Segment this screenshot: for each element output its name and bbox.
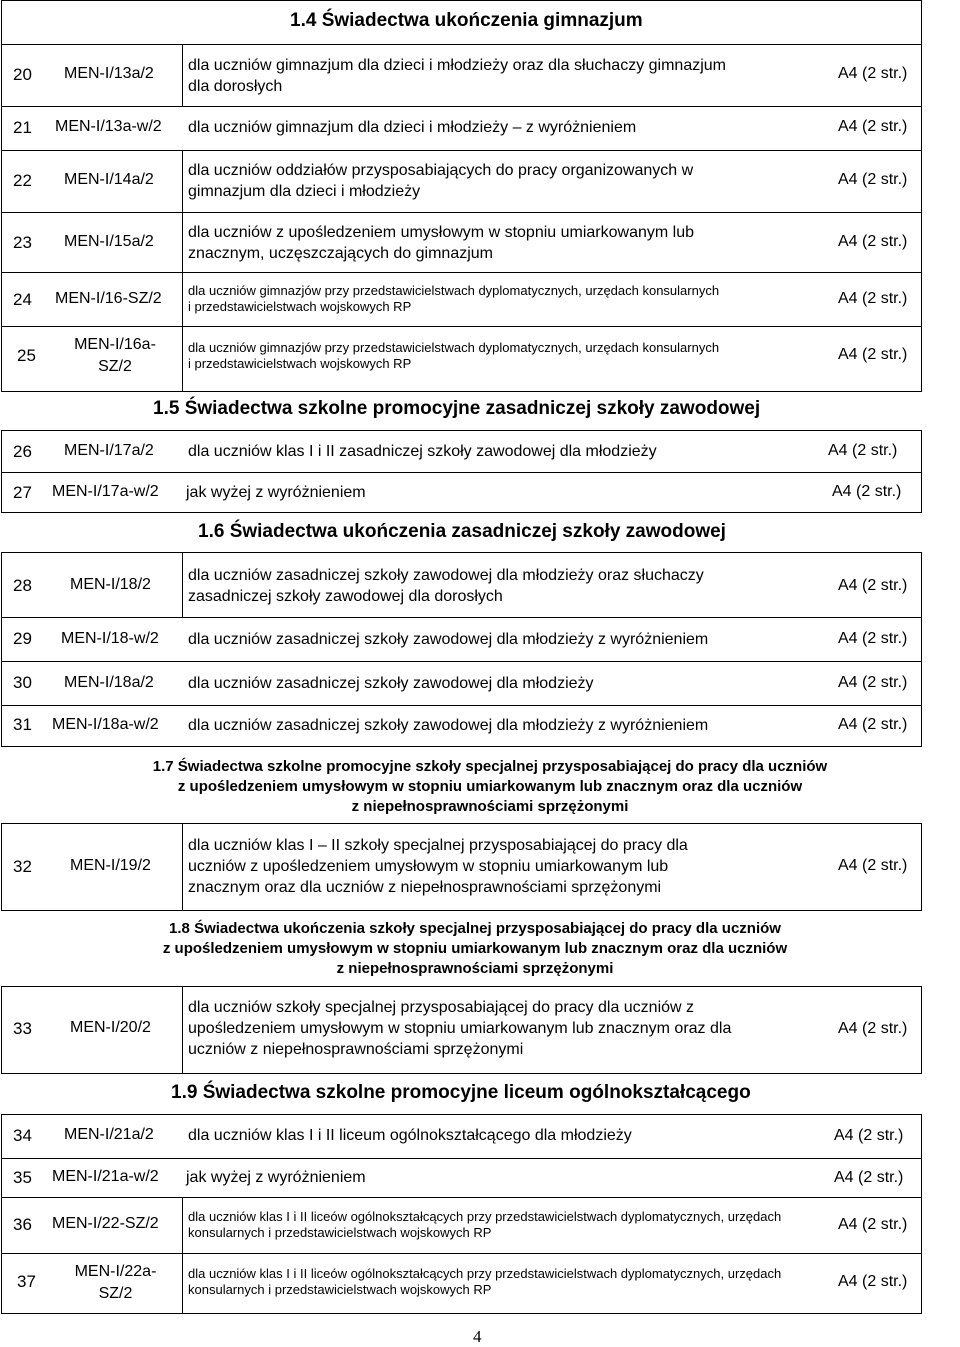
form-code: [68, 1261, 163, 1305]
section-heading-1-4: 1.4 Świadectwa ukończenia gimnazjum: [290, 10, 643, 31]
row-number: 28: [13, 576, 32, 595]
row-number: 20: [13, 65, 32, 84]
desc-line: dla uczniów gimnazjów przy przedstawicielstwach dyplomatycznych, urzędach konsularnych: [188, 340, 720, 355]
format-label: A4 (2 str.): [838, 233, 908, 250]
format-label: A4 (2 str.): [832, 483, 902, 500]
format-label: A4 (2 str.): [834, 1169, 904, 1186]
form-code: MEN-I/15a/2: [64, 233, 154, 250]
form-description: [188, 340, 719, 372]
form-description: jak wyżej z wyróżnieniem: [186, 484, 366, 501]
format-label: A4 (2 str.): [834, 1127, 904, 1144]
format-label: A4 (2 str.): [838, 1020, 908, 1037]
desc-line: znacznym, uczęszczających do gimnazjum: [188, 245, 494, 262]
desc-line: znacznym oraz dla uczniów z niepełnosprawnościami sprzężonymi: [188, 879, 662, 896]
page-number: 4: [473, 1327, 482, 1346]
desc-line: dla uczniów oddziałów przysposabiających do pracy organizowanych w: [188, 162, 694, 179]
form-code: MEN-I/16-SZ/2: [55, 290, 162, 307]
section-heading-1-5: 1.5 Świadectwa szkolne promocyjne zasadniczej szkoły zawodowej: [153, 398, 761, 419]
heading-line: z niepełnosprawnościami sprzężonymi: [351, 798, 629, 815]
desc-line: dla dorosłych: [188, 78, 283, 95]
format-label: A4 (2 str.): [838, 118, 908, 135]
row-number: 33: [13, 1019, 32, 1038]
form-code: MEN-I/13a-w/2: [55, 118, 162, 135]
desc-line: dla uczniów zasadniczej szkoły zawodowej dla młodzieży oraz słuchaczy: [188, 567, 704, 584]
section-heading-1-8: [45, 919, 905, 979]
heading-line: 1.8 Świadectwa ukończenia szkoły specjalnej przysposabiającej do pracy dla uczniów: [169, 920, 781, 937]
code-line: SZ/2: [98, 1285, 133, 1302]
code-line: SZ/2: [98, 358, 132, 375]
row-number: 35: [13, 1168, 32, 1187]
form-code: MEN-I/21a/2: [64, 1126, 154, 1143]
row-number: 29: [13, 629, 32, 648]
code-line: MEN-I/22a-: [74, 1263, 157, 1280]
form-description: [188, 222, 694, 264]
heading-line: z upośledzeniem umysłowym w stopniu umiarkowanym lub znacznym oraz dla uczniów: [177, 778, 803, 795]
form-description: [188, 55, 726, 97]
form-code: MEN-I/17a-w/2: [52, 483, 159, 500]
row-number: 22: [13, 171, 32, 190]
form-code: [70, 334, 160, 378]
format-label: A4 (2 str.): [838, 290, 908, 307]
form-code: MEN-I/17a/2: [64, 442, 154, 459]
row-number: 34: [13, 1126, 32, 1145]
format-label: A4 (2 str.): [838, 1273, 908, 1290]
heading-line: 1.7 Świadectwa szkolne promocyjne szkoły specjalnej przysposabiającej do pracy dla uczniów: [152, 758, 828, 775]
row-number: 32: [13, 857, 32, 876]
row-number: 37: [17, 1272, 36, 1291]
desc-line: uczniów z niepełnosprawnościami sprzężonymi: [188, 1041, 524, 1058]
row-number: 24: [13, 290, 32, 309]
form-code: MEN-I/20/2: [70, 1019, 151, 1036]
format-label: A4 (2 str.): [838, 1216, 908, 1233]
desc-line: konsularnych i przedstawicielstwach wojskowych RP: [188, 1282, 492, 1297]
desc-line: dla uczniów z upośledzeniem umysłowym w stopniu umiarkowanym lub: [188, 224, 694, 241]
heading-line: z niepełnosprawnościami sprzężonymi: [336, 960, 614, 977]
row-number: 26: [13, 442, 32, 461]
desc-line: i przedstawicielstwach wojskowych RP: [188, 299, 412, 314]
format-label: A4 (2 str.): [838, 674, 908, 691]
row-number: 27: [13, 483, 32, 502]
form-description: dla uczniów klas I i II zasadniczej szkoły zawodowej dla młodzieży: [188, 443, 657, 460]
form-code: MEN-I/18a-w/2: [52, 716, 159, 733]
desc-line: dla uczniów gimnazjów przy przedstawicielstwach dyplomatycznych, urzędach konsularnych: [188, 283, 720, 298]
form-description: [188, 565, 704, 607]
desc-line: gimnazjum dla dzieci i młodzieży: [188, 183, 421, 200]
row-number: 23: [13, 233, 32, 252]
format-label: A4 (2 str.): [828, 442, 898, 459]
format-label: A4 (2 str.): [838, 857, 908, 874]
code-line: MEN-I/16a-: [74, 336, 156, 353]
form-code: MEN-I/18-w/2: [61, 630, 159, 647]
row-number: 21: [13, 118, 32, 137]
form-description: [188, 835, 688, 898]
section-heading-1-6: 1.6 Świadectwa ukończenia zasadniczej szkoły zawodowej: [198, 521, 726, 542]
form-description: [188, 283, 719, 315]
desc-line: dla uczniów gimnazjum dla dzieci i młodzieży oraz dla słuchaczy gimnazjum: [188, 57, 726, 74]
form-description: dla uczniów zasadniczej szkoły zawodowej dla młodzieży z wyróżnieniem: [188, 717, 709, 734]
row-number: 36: [13, 1215, 32, 1234]
row-number: 30: [13, 673, 32, 692]
form-code: MEN-I/19/2: [70, 857, 151, 874]
heading-line: z upośledzeniem umysłowym w stopniu umiarkowanym lub znacznym oraz dla uczniów: [162, 940, 788, 957]
form-description: dla uczniów klas I i II liceum ogólnokształcącego dla młodzieży: [188, 1127, 632, 1144]
desc-line: zasadniczej szkoły zawodowej dla dorosłych: [188, 588, 503, 605]
form-code: MEN-I/21a-w/2: [52, 1168, 159, 1185]
form-code: MEN-I/18/2: [70, 576, 151, 593]
section-heading-1-9: 1.9 Świadectwa szkolne promocyjne liceum ogólnokształcącego: [171, 1082, 751, 1103]
form-code: MEN-I/14a/2: [64, 171, 154, 188]
form-description: jak wyżej z wyróżnieniem: [186, 1169, 366, 1186]
desc-line: dla uczniów szkoły specjalnej przysposabiającej do pracy dla uczniów z: [188, 999, 695, 1016]
desc-line: dla uczniów klas I – II szkoły specjalnej przysposabiającej do pracy dla: [188, 837, 688, 854]
row-number: 25: [17, 346, 36, 365]
format-label: A4 (2 str.): [838, 65, 908, 82]
format-label: A4 (2 str.): [838, 171, 908, 188]
format-label: A4 (2 str.): [838, 716, 908, 733]
form-description: [188, 1209, 781, 1241]
desc-line: dla uczniów klas I i II liceów ogólnokształcących przy przedstawicielstwach dyplomatycznych, urzędach: [188, 1266, 782, 1281]
form-code: MEN-I/22-SZ/2: [52, 1215, 159, 1232]
desc-line: dla uczniów klas I i II liceów ogólnokształcących przy przedstawicielstwach dyplomatycznych, urzędach: [188, 1209, 782, 1224]
form-description: dla uczniów zasadniczej szkoły zawodowej dla młodzieży z wyróżnieniem: [188, 631, 709, 648]
desc-line: konsularnych i przedstawicielstwach wojskowych RP: [188, 1225, 492, 1240]
form-description: dla uczniów zasadniczej szkoły zawodowej dla młodzieży: [188, 675, 594, 692]
desc-line: upośledzeniem umysłowym w stopniu umiarkowanym lub znacznym oraz dla: [188, 1020, 732, 1037]
desc-line: i przedstawicielstwach wojskowych RP: [188, 356, 412, 371]
section-heading-1-7: [60, 757, 920, 817]
form-description: dla uczniów gimnazjum dla dzieci i młodzieży – z wyróżnieniem: [188, 119, 637, 136]
format-label: A4 (2 str.): [838, 630, 908, 647]
form-description: [188, 1266, 781, 1298]
desc-line: uczniów z upośledzeniem umysłowym w stopniu umiarkowanym lub: [188, 858, 669, 875]
form-description: [188, 160, 693, 202]
format-label: A4 (2 str.): [838, 346, 908, 363]
form-code: MEN-I/18a/2: [64, 674, 154, 691]
form-code: MEN-I/13a/2: [64, 65, 154, 82]
form-description: [188, 997, 731, 1060]
format-label: A4 (2 str.): [838, 577, 908, 594]
row-number: 31: [13, 715, 32, 734]
